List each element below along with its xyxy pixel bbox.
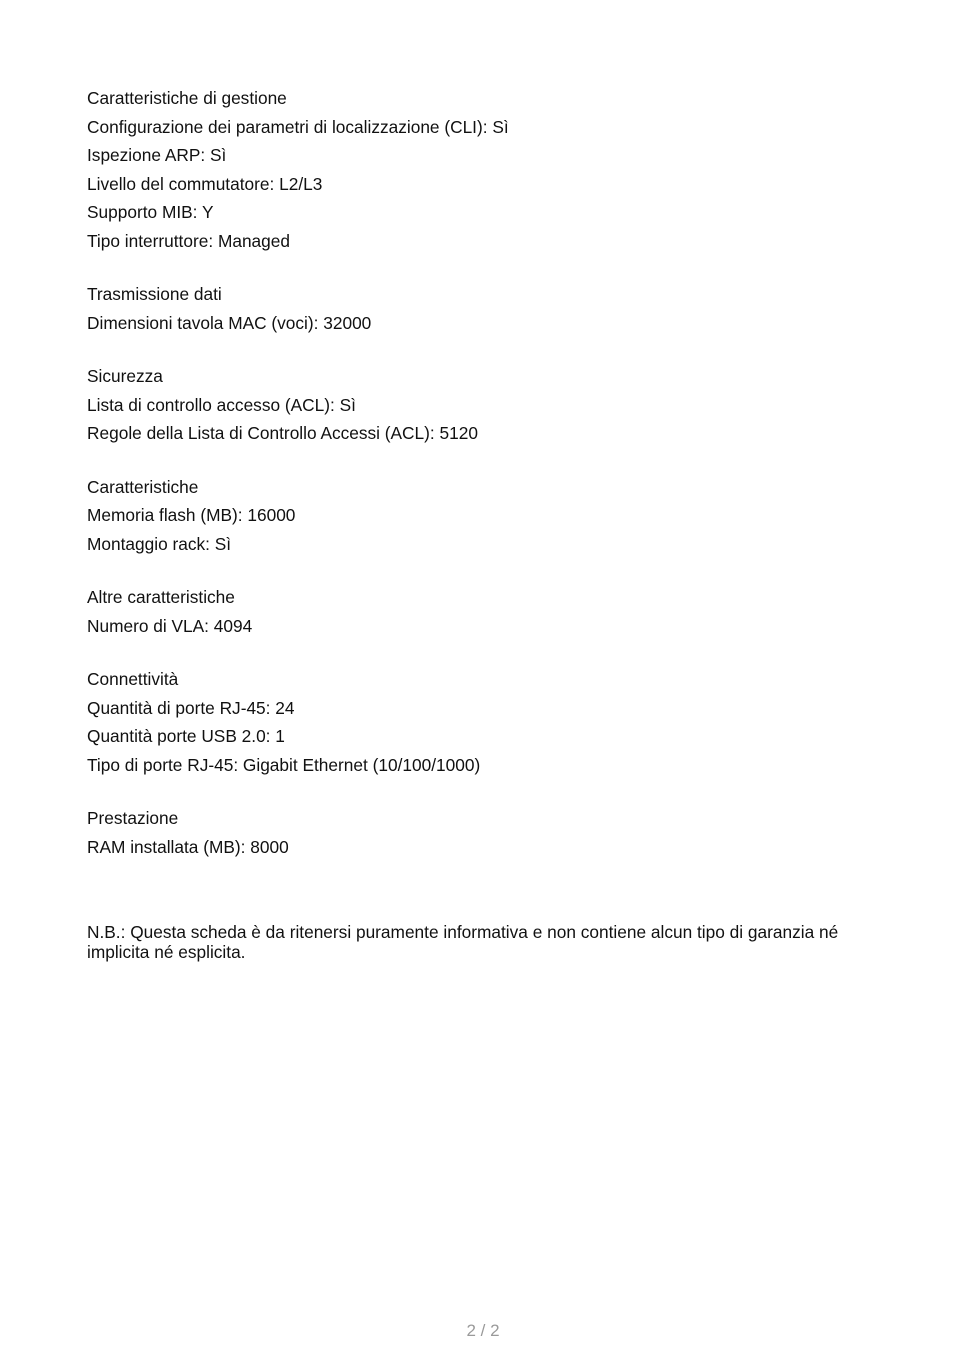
spec-line: Supporto MIB: Y xyxy=(87,202,214,222)
spec-line: Livello del commutatore: L2/L3 xyxy=(87,173,323,194)
spec-line: Montaggio rack: Sì xyxy=(87,533,232,554)
section-trasmissione-dati xyxy=(87,280,887,337)
spec-line: Ispezione ARP: Sì xyxy=(87,145,227,165)
section-connettivita xyxy=(87,665,887,779)
section-caratteristiche xyxy=(87,473,887,559)
spec-line: Lista di controllo accesso (ACL): Sì xyxy=(87,394,356,415)
spec-line: Quantità di porte RJ-45: 24 xyxy=(87,697,295,718)
spec-line: Configurazione dei parametri di localizzazione (CLI): Sì xyxy=(87,116,509,137)
section-caratteristiche-di-gestione xyxy=(87,84,887,255)
spec-line: Memoria flash (MB): 16000 xyxy=(87,505,296,525)
section-heading: Caratteristiche xyxy=(87,476,199,497)
section-heading: Prestazione xyxy=(87,808,179,828)
section-sicurezza xyxy=(87,362,887,448)
section-heading: Sicurezza xyxy=(87,366,163,386)
disclaimer-note: N.B.: Questa scheda è da ritenersi puramente informativa e non contiene alcun tipo di garanzia né implicita né esplicita. xyxy=(87,922,839,962)
spec-line: Tipo interruttore: Managed xyxy=(87,230,291,251)
page-number: 2 / 2 xyxy=(466,1321,500,1340)
section-heading: Trasmissione dati xyxy=(87,284,222,304)
spec-line: Regole della Lista di Controllo Accessi (ACL): 5120 xyxy=(87,423,478,443)
section-altre-caratteristiche xyxy=(87,583,887,640)
spec-content xyxy=(87,84,887,886)
section-heading: Altre caratteristiche xyxy=(87,587,235,607)
spec-line: Quantità porte USB 2.0: 1 xyxy=(87,726,285,746)
spec-line: Dimensioni tavola MAC (voci): 32000 xyxy=(87,312,372,333)
spec-line: RAM installata (MB): 8000 xyxy=(87,836,289,857)
section-heading: Caratteristiche di gestione xyxy=(87,88,287,108)
spec-line: Numero di VLA: 4094 xyxy=(87,615,253,636)
section-prestazione xyxy=(87,804,887,861)
section-heading: Connettività xyxy=(87,669,179,689)
spec-line: Tipo di porte RJ-45: Gigabit Ethernet (10/100/1000) xyxy=(87,754,481,775)
